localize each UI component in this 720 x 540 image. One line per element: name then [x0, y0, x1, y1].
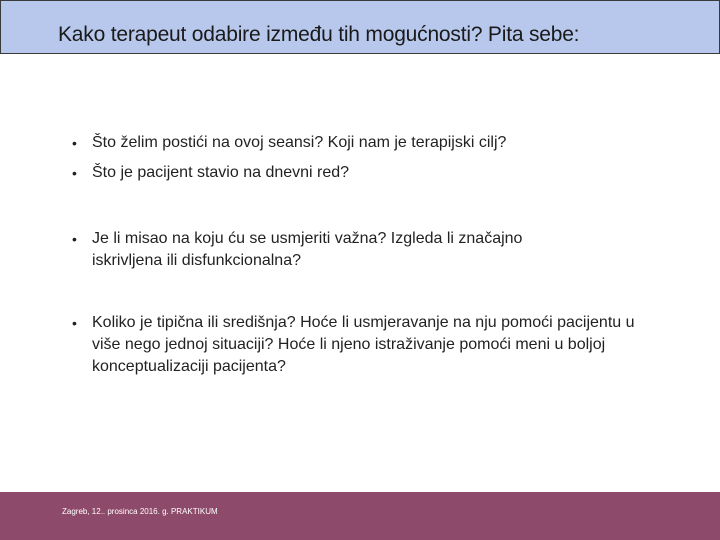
- bullet-text: Što želim postići na ovoj seansi? Koji nam je terapijski cilj?: [92, 134, 507, 151]
- footer-bar: [0, 492, 720, 540]
- bullet-item: [72, 312, 637, 378]
- bullet-dot: •: [72, 315, 77, 331]
- bullet-dot: •: [72, 231, 77, 247]
- slide-title: Kako terapeut odabire između tih mogućnosti? Pita sebe:: [58, 23, 580, 46]
- bullet-item: [72, 228, 592, 272]
- bullet-text: Koliko je tipična ili središnja? Hoće li usmjeravanje na nju pomoći pacijentu u više nego jednoj situaciji? Hoće li njeno istraživanje pomoći meni u boljoj konceptualizaciji pacijenta?: [92, 314, 635, 375]
- bullet-item: [72, 162, 652, 184]
- bullet-text: Što je pacijent stavio na dnevni red?: [92, 164, 350, 181]
- bullet-dot: •: [72, 135, 77, 151]
- bullet-item: [72, 132, 652, 154]
- bullet-dot: •: [72, 165, 77, 181]
- bullet-text: Je li misao na koju ću se usmjeriti važna? Izgleda li značajno iskrivljena ili disfunkcionalna?: [92, 230, 523, 269]
- footer-text: Zagreb, 12.. prosinca 2016. g. PRAKTIKUM: [62, 507, 218, 516]
